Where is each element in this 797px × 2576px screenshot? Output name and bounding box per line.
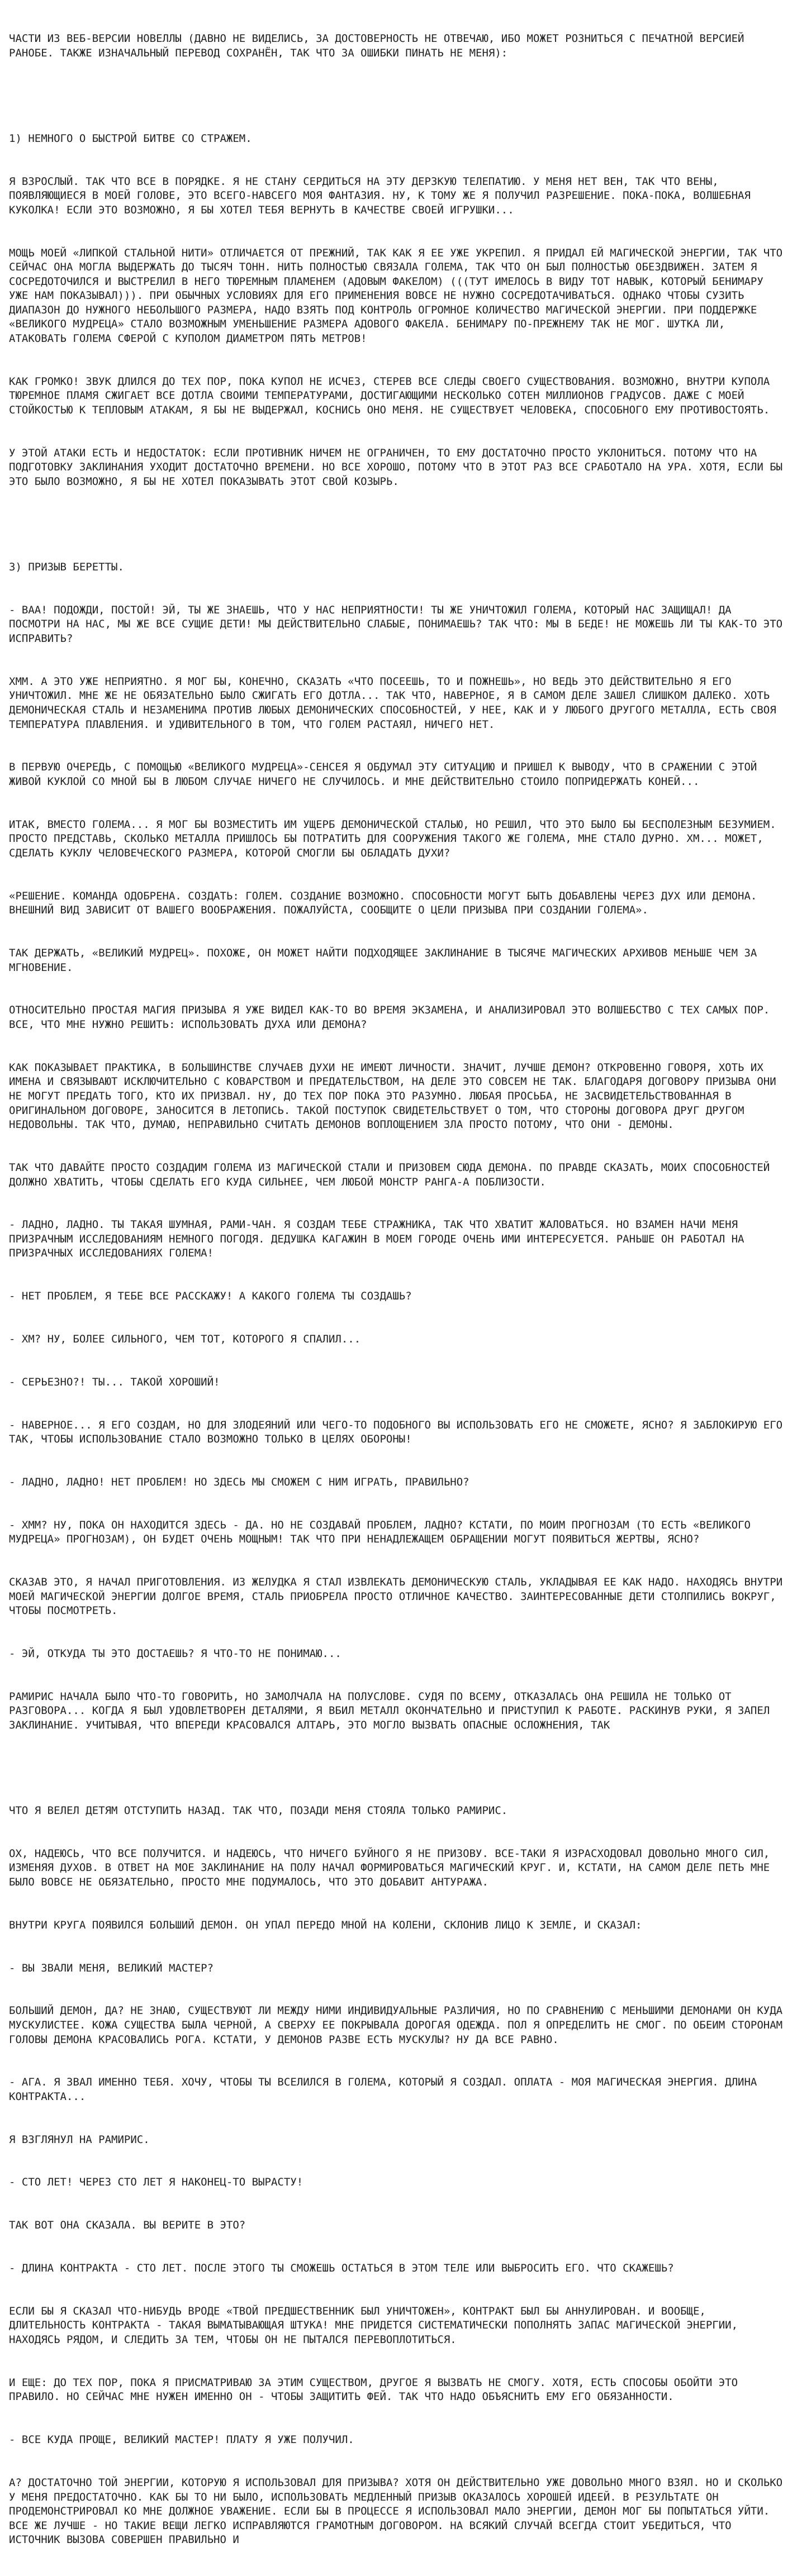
dialogue-line: - ВСЕ КУДА ПРОЩЕ, ВЕЛИКИЙ МАСТЕР! ПЛАТУ Я УЖЕ ПОЛУЧИЛ. (9, 2434, 354, 2446)
paragraph: МОЩЬ МОЕЙ «ЛИПКОЙ СТАЛЬНОЙ НИТИ» ОТЛИЧАЕТСЯ ОТ ПРЕЖНИЙ, ТАК КАК Я ЕЕ УЖЕ УКРЕПИЛ. Я ПРИДАЛ ЕЙ МАГИЧЕСКОЙ ЭНЕРГИИ, ТАК ЧТО СЕЙЧАС ОНА МОГЛА ВЫДЕРЖАТЬ ДО ТЫСЯЧ ТОНН. НИТЬ ПОЛНОСТЬЮ СВЯЗАЛА ГОЛЕМА, ТАК ЧТО ОН БЫЛ ПОЛНОСТЬЮ ОБЕЗДВИЖЕН. ЗАТЕМ Я СОСРЕДОТОЧИЛСЯ И ВЫСТРЕЛИЛ В НЕГО ТЮРЕМНЫМ ПЛАМЕНЕМ (АДОВЫМ ФАКЕЛОМ) (((ТУТ ИМЕЛОСЬ В ВИДУ ТОТ НАВЫК, КОТОРЫЙ БЕНИМАРУ УЖЕ НАМ ПОКАЗЫВАЛ))). ПРИ ОБЫЧНЫХ УСЛОВИЯХ ДЛЯ ЕГО ПРИМЕНЕНИЯ ВОВСЕ НЕ НУЖНО СОСРЕДОТАЧИВАТЬСЯ. ОДНАКО ЧТОБЫ СУЗИТЬ ДИАПАЗОН ДО НУЖНОГО НЕБОЛЬШОГО РАЗМЕРА, НАДО ВЗЯТЬ ПОД КОНТРОЛЬ ОГРОМНОЕ КОЛИЧЕСТВО МАГИЧЕСКОЙ ЭНЕРГИИ. ПРИ ПОДДЕРЖКЕ «ВЕЛИКОГО МУДРЕЦА» СТАЛО ВОЗМОЖНЫМ УМЕНЬШЕНИЕ РАЗМЕРА АДОВОГО ФАКЕЛА. БЕНИМАРУ ПО-ПРЕЖНЕМУ ТАК НЕ МОГ. ШУТКА ЛИ, АТАКОВАТЬ ГОЛЕМА СФЕРОЙ С КУПОЛОМ ДИАМЕТРОМ ПЯТЬ МЕТРОВ! (9, 246, 789, 345)
section-spacer (9, 89, 788, 103)
dialogue-line: - ЛАДНО, ЛАДНО! НЕТ ПРОБЛЕМ! НО ЗДЕСЬ МЫ СМОЖЕМ С НИМ ИГРАТЬ, ПРАВИЛЬНО? (9, 1475, 469, 1488)
paragraph: «РЕШЕНИЕ. КОМАНДА ОДОБРЕНА. СОЗДАТЬ: ГОЛЕМ. СОЗДАНИЕ ВОЗМОЖНО. СПОСОБНОСТИ МОГУТ БЫТЬ ДОБАВЛЕНЫ ЧЕРЕЗ ДУХ ИЛИ ДЕМОНА. ВНЕШНИЙ ВИД ЗАВИСИТ ОТ ВАШЕГО ВООБРАЖЕНИЯ. ПОЖАЛУЙСТА, СООБЩИТЕ О ЦЕЛИ ПРИЗЫВА ПРИ СОЗДАНИИ ГОЛЕМА». (9, 889, 763, 917)
dialogue-line: - ХММ? НУ, ПОКА ОН НАХОДИТСЯ ЗДЕСЬ - ДА. НО НЕ СОЗДАВАЙ ПРОБЛЕМ, ЛАДНО? КСТАТИ, ПО МОИМ ПРОГНОЗАМ (ТО ЕСТЬ «ВЕЛИКОГО МУДРЕЦА» ПРОГНОЗАМ), ОН БУДЕТ ОЧЕНЬ МОЩНЫМ! ТАК ЧТО ПРИ НЕНАДЛЕЖАЩЕМ ОБРАЩЕНИИ МОГУТ ПОЯВИТЬСЯ ЖЕРТВЫ, ЯСНО? (9, 1518, 757, 1546)
dialogue-line: - НАВЕРНОЕ... Я ЕГО СОЗДАМ, НО ДЛЯ ЗЛОДЕЯНИЙ ИЛИ ЧЕГО-ТО ПОДОБНОГО ВЫ ИСПОЛЬЗОВАТЬ ЕГО НЕ СМОЖЕТЕ, ЯСНО? Я ЗАБЛОКИРУЮ ЕГО ТАК, ЧТОБЫ ИСПОЛЬЗОВАНИЕ СТАЛО ВОЗМОЖНО ТОЛЬКО В ЦЕЛЯХ ОБОРОНЫ! (9, 1418, 789, 1446)
section-1-title: 1) НЕМНОГО О БЫСТРОЙ БИТВЕ СО СТРАЖЕМ. (9, 132, 252, 145)
paragraph: ОТНОСИТЕЛЬНО ПРОСТАЯ МАГИЯ ПРИЗЫВА Я УЖЕ ВИДЕЛ КАК-ТО ВО ВРЕМЯ ЭКЗАМЕНА, И АНАЛИЗИРОВАЛ ЭТО ВОЛШЕБСТВО С ТЕХ САМЫХ ПОР. ВСЕ, ЧТО МНЕ НУЖНО РЕШИТЬ: ИСПОЛЬЗОВАТЬ ДУХА ИЛИ ДЕМОНА? (9, 1004, 776, 1031)
paragraph: ТАК ЧТО ДАВАЙТЕ ПРОСТО СОЗДАДИМ ГОЛЕМА ИЗ МАГИЧЕСКОЙ СТАЛИ И ПРИЗОВЕМ СЮДА ДЕМОНА. ПО ПРАВДЕ СКАЗАТЬ, МОИХ СПОСОБНОСТЕЙ ДОЛЖНО ХВАТИТЬ, ЧТОБЫ СДЕЛАТЬ ЕГО КУДА СИЛЬНЕЕ, ЧЕМ ЛЮБОЙ МОНСТР РАНГА-А ПОБЛИЗОСТИ. (9, 1161, 776, 1188)
paragraph: Я ВЗГЛЯНУЛ НА РАМИРИС. (9, 2133, 150, 2146)
paragraph: ЧТО Я ВЕЛЕЛ ДЕТЯМ ОТСТУПИТЬ НАЗАД. ТАК ЧТО, ПОЗАДИ МЕНЯ СТОЯЛА ТОЛЬКО РАМИРИС. (9, 1804, 508, 1817)
paragraph: ТАК ВОТ ОНА СКАЗАЛА. ВЫ ВЕРИТЕ В ЭТО? (9, 2219, 246, 2232)
section-3-title: 3) ПРИЗЫВ БЕРЕТТЫ. (9, 560, 124, 573)
paragraph: - ВАА! ПОДОЖДИ, ПОСТОЙ! ЭЙ, ТЫ ЖЕ ЗНАЕШЬ, ЧТО У НАС НЕПРИЯТНОСТИ! ТЫ ЖЕ УНИЧТОЖИЛ ГОЛЕМА, КОТОРЫЙ НАС ЗАЩИЩАЛ! ДА ПОСМОТРИ НА НАС, МЫ ЖЕ ВСЕ СУЩИЕ ДЕТИ! МЫ ДЕЙСТВИТЕЛЬНО СЛАБЫЕ, ПОНИМАЕШЬ? ТАК ЧТО: МЫ В БЕДЕ! НЕ МОЖЕШЬ ЛИ ТЫ КАК-ТО ЭТО ИСПРАВИТЬ? (9, 603, 789, 645)
paragraph: РАМИРИС НАЧАЛА БЫЛО ЧТО-ТО ГОВОРИТЬ, НО ЗАМОЛЧАЛА НА ПОЛУСЛОВЕ. СУДЯ ПО ВСЕМУ, ОТКАЗАЛАСЬ ОНА РЕШИЛА НЕ ТОЛЬКО ОТ РАЗГОВОРА... КОГДА Я БЫЛ УДОВЛЕТВОРЕН ДЕТАЛЯМИ, Я ВБИЛ МЕТАЛЛ ОКОНЧАТЕЛЬНО И ПРИСТУПИЛ К РАБОТЕ. РАСКИНУВ РУКИ, Я ЗАПЕЛ ЗАКЛИНАНИЕ. УЧИТЫВАЯ, ЧТО ВПЕРЕДИ КРАСОВАЛСЯ АЛТАРЬ, ЭТО МОГЛО ВЫЗВАТЬ ОПАСНЫЕ ОСЛОЖНЕНИЯ, ТАК (9, 1690, 776, 1732)
paragraph: СКАЗАВ ЭТО, Я НАЧАЛ ПРИГОТОВЛЕНИЯ. ИЗ ЖЕЛУДКА Я СТАЛ ИЗВЛЕКАТЬ ДЕМОНИЧЕСКУЮ СТАЛЬ, УКЛАДЫВАЯ ЕЕ КАК НАДО. НАХОДЯСЬ ВНУТРИ МОЕЙ МАГИЧЕСКОЙ ЭНЕРГИИ ДОЛГОЕ ВРЕМЯ, СТАЛЬ ПРИОБРЕЛА ПРОСТО ОТЛИЧНОЕ КАЧЕСТВО. ЗАИНТЕРЕСОВАННЫЕ ДЕТИ СТОЛПИЛИСЬ ВОКРУГ, ЧТОБЫ ПОСМОТРЕТЬ. (9, 1576, 789, 1617)
paragraph: А? ДОСТАТОЧНО ТОЙ ЭНЕРГИИ, КОТОРУЮ Я ИСПОЛЬЗОВАЛ ДЛЯ ПРИЗЫВА? ХОТЯ ОН ДЕЙСТВИТЕЛЬНО УЖЕ ДОВОЛЬНО МНОГО ВЗЯЛ. НО И СКОЛЬКО У МЕНЯ ПРЕДОСТАТОЧНО. КАК БЫ ТО НИ БЫЛО, ИСПОЛЬЗОВАТЬ МЕДЛЕННЫЙ ПРИЗЫВ ОКАЗАЛОСЬ ХОРОШЕЙ ИДЕЕЙ. В РЕЗУЛЬТАТЕ ОН ПРОДЕМОНСТРИРОВАЛ КО МНЕ ДОЛЖНОЕ УВАЖЕНИЕ. ЕСЛИ БЫ В ПРОЦЕССЕ Я ИСПОЛЬЗОВАЛ МАЛО ЭНЕРГИИ, ДЕМОН МОГ БЫ ПОПЫТАТЬСЯ УЙТИ. ВСЕ ЖЕ ЛУЧШЕ - НО ТАКИЕ ВЕЩИ ЛЕГКО ИСПРАВЛЯЮТСЯ ГРАМОТНЫМ ДОГОВОРОМ. НА ВСЯКИЙ СЛУЧАЙ ВСЕГДА СТОИТ УБЕДИТЬСЯ, ЧТО ИСТОЧНИК ВЫЗОВА СОВЕРШЕН ПРАВИЛЬНО И (9, 2476, 789, 2546)
section-spacer (9, 1761, 788, 1775)
paragraph: ИТАК, ВМЕСТО ГОЛЕМА... Я МОГ БЫ ВОЗМЕСТИТЬ ИМ УЩЕРБ ДЕМОНИЧЕСКОЙ СТАЛЬЮ, НО РЕШИЛ, ЧТО ЭТО БЫЛО БЫ БЕСПОЛЕЗНЫМ БЕЗУМИЕМ. ПРОСТО ПРЕДСТАВЬ, СКОЛЬКО МЕТАЛЛА ПРИШЛОСЬ БЫ ПОТРАТИТЬ ДЛЯ СООРУЖЕНИЯ ТАКОГО ЖЕ ГОЛЕМА, МНЕ СТАЛО ДУРНО. ХМ... МОЖЕТ, СДЕЛАТЬ КУКЛУ ЧЕЛОВЕЧЕСКОГО РАЗМЕРА, КОТОРОЙ СМОГЛИ БЫ ОБЛАДАТЬ ДУХИ? (9, 818, 783, 859)
paragraph: Я ВЗРОСЛЫЙ. ТАК ЧТО ВСЕ В ПОРЯДКЕ. Я НЕ СТАНУ СЕРДИТЬСЯ НА ЭТУ ДЕРЗКУЮ ТЕЛЕПАТИЮ. У МЕНЯ НЕТ ВЕН, ТАК ЧТО ВЕНЫ, ПОЯВЛЯЮЩИЕСЯ В МОЕЙ ГОЛОВЕ, ЭТО ВСЕГО-НАВСЕГО МОЯ ФАНТАЗИЯ. НУ, К ТОМУ ЖЕ Я ПОЛУЧИЛ РАЗРЕШЕНИЕ. ПОКА-ПОКА, ВОЛШЕБНАЯ КУКОЛКА! ЕСЛИ ЭТО ВОЗМОЖНО, Я БЫ ХОТЕЛ ТЕБЯ ВЕРНУТЬ В КАЧЕСТВЕ СВОЕЙ ИГРУШКИ... (9, 175, 757, 216)
paragraph: БОЛЬШИЙ ДЕМОН, ДА? НЕ ЗНАЮ, СУЩЕСТВУЮТ ЛИ МЕЖДУ НИМИ ИНДИВИДУАЛЬНЫЕ РАЗЛИЧИЯ, НО ПО СРАВНЕНИЮ С МЕНЬШИМИ ДЕМОНАМИ ОН КУДА МУСКУЛИСТЕЕ. КОЖА СУЩЕСТВА БЫЛА ЧЕРНОЙ, А СВЕРХУ ЕЕ ПОКРЫВАЛА ДОРОГАЯ ОДЕЖДА. ПОЛ Я ОПРЕДЕЛИТЬ НЕ СМОГ. ПО ОБЕИМ СТОРОНАМ ГОЛОВЫ ДЕМОНА КРАСОВАЛИСЬ РОГА. КСТАТИ, У ДЕМОНОВ РАЗВЕ ЕСТЬ МУСКУЛЫ? НУ ДА ВСЕ РАВНО. (9, 2004, 789, 2046)
section-spacer (9, 518, 788, 532)
dialogue-line: - ХМ? НУ, БОЛЕЕ СИЛЬНОГО, ЧЕМ ТОТ, КОТОРОГО Я СПАЛИЛ... (9, 1333, 361, 1346)
dialogue-line: - СЕРЬЕЗНО?! ТЫ... ТАКОЙ ХОРОШИЙ! (9, 1375, 220, 1388)
paragraph: И ЕЩЕ: ДО ТЕХ ПОР, ПОКА Я ПРИСМАТРИВАЮ ЗА ЭТИМ СУЩЕСТВОМ, ДРУГОЕ Я ВЫЗВАТЬ НЕ СМОГУ. ХОТЯ, ЕСТЬ СПОСОБЫ ОБОЙТИ ЭТО ПРАВИЛО. НО СЕЙЧАС МНЕ НУЖЕН ИМЕННО ОН - ЧТОБЫ ЗАЩИТИТЬ ФЕЙ. ТАК ЧТО НАДО ОБЪЯСНИТЬ ЕМУ ЕГО ОБЯЗАННОСТИ. (9, 2376, 744, 2403)
intro-paragraph: ЧАСТИ ИЗ ВЕБ-ВЕРСИИ НОВЕЛЛЫ (ДАВНО НЕ ВИДЕЛИСЬ, ЗА ДОСТОВЕРНОСТЬ НЕ ОТВЕЧАЮ, ИБО МОЖЕТ РОЗНИТЬСЯ С ПЕЧАТНОЙ ВЕРСИЕЙ РАНОБЕ. ТАКЖЕ ИЗНАЧАЛЬНЫЙ ПЕРЕВОД СОХРАНЁН, ТАК ЧТО ЗА ОШИБКИ ПИНАТЬ НЕ МЕНЯ): (9, 32, 751, 59)
paragraph: ЕСЛИ БЫ Я СКАЗАЛ ЧТО-НИБУДЬ ВРОДЕ «ТВОЙ ПРЕДШЕСТВЕННИК БЫЛ УНИЧТОЖЕН», КОНТРАКТ БЫЛ БЫ АННУЛИРОВАН. И ВООБЩЕ, ДЛИТЕЛЬНОСТЬ КОНТРАКТА - ТАКАЯ ВЫМАТЫВАЮЩАЯ ШТУКА! МНЕ ПРИДЕТСЯ СИСТЕМАТИЧЕСКИ ПОПОЛНЯТЬ ЗАПАС МАГИЧЕСКОЙ ЭНЕРГИИ, НАХОДЯСЬ РЯДОМ, И СЛЕДИТЬ ЗА ТЕМ, ЧТОБЫ ОН НЕ ПЫТАЛСЯ ПЕРЕВОПЛОТИТЬСЯ. (9, 2304, 744, 2346)
paragraph: В ПЕРВУЮ ОЧЕРЕДЬ, С ПОМОЩЬЮ «ВЕЛИКОГО МУДРЕЦА»-СЕНСЕЯ Я ОБДУМАЛ ЭТУ СИТУАЦИЮ И ПРИШЕЛ К ВЫВОДУ, ЧТО В СРАЖЕНИИ С ЭТОЙ ЖИВОЙ КУКЛОЙ СО МНОЙ БЫ В ЛЮБОМ СЛУЧАЕ НИЧЕГО НЕ СЛУЧИЛОСЬ. И МНЕ ДЕЙСТВИТЕЛЬНО СТОИЛО ПОПРИДЕРЖАТЬ КОНЕЙ... (9, 761, 763, 788)
novel-excerpt (9, 3, 788, 2576)
dialogue-line: - НЕТ ПРОБЛЕМ, Я ТЕБЕ ВСЕ РАССКАЖУ! А КАКОГО ГОЛЕМА ТЫ СОЗДАШЬ? (9, 1290, 412, 1303)
dialogue-line: - ЛАДНО, ЛАДНО. ТЫ ТАКАЯ ШУМНАЯ, РАМИ-ЧАН. Я СОЗДАМ ТЕБЕ СТРАЖНИКА, ТАК ЧТО ХВАТИТ ЖАЛОВАТЬСЯ. НО ВЗАМЕН НАЧИ МЕНЯ ПРИЗРАЧНЫМ ИССЛЕДОВАНИЯМ НЕМНОГО ПОГОДЯ. ДЕДУШКА КАГАЖИН В МОЕМ ГОРОДЕ ОЧЕНЬ ИМИ ИНТЕРЕСУЕТСЯ. РАНЬШЕ ОН РАБОТАЛ НА ПРИЗРАЧНЫХ ИССЛЕДОВАНИЯХ ГОЛЕМА! (9, 1218, 751, 1260)
dialogue-line: - ДЛИНА КОНТРАКТА - СТО ЛЕТ. ПОСЛЕ ЭТОГО ТЫ СМОЖЕШЬ ОСТАТЬСЯ В ЭТОМ ТЕЛЕ ИЛИ ВЫБРОСИТЬ ЕГО. ЧТО СКАЖЕШЬ? (9, 2262, 674, 2275)
paragraph: ОХ, НАДЕЮСЬ, ЧТО ВСЕ ПОЛУЧИТСЯ. И НАДЕЮСЬ, ЧТО НИЧЕГО БУЙНОГО Я НЕ ПРИЗОВУ. ВСЕ-ТАКИ Я ИЗРАСХОДОВАЛ ДОВОЛЬНО МНОГО СИЛ, ИЗМЕНЯЯ ДУХОВ. В ОТВЕТ НА МОЕ ЗАКЛИНАНИЕ НА ПОЛУ НАЧАЛ ФОРМИРОВАТЬСЯ МАГИЧЕСКИЙ КРУГ. И, КСТАТИ, НА САМОМ ДЕЛЕ ПЕТЬ МНЕ БЫЛО ВОВСЕ НЕ ОБЯЗАТЕЛЬНО, ПРОСТО МНЕ ПОДУМАЛОСЬ, ЧТО ЭТО ДОБАВИТ АНТУРАЖА. (9, 1847, 776, 1888)
paragraph: ХММ. А ЭТО УЖЕ НЕПРИЯТНО. Я МОГ БЫ, КОНЕЧНО, СКАЗАТЬ «ЧТО ПОСЕЕШЬ, ТО И ПОЖНЕШЬ», НО ВЕДЬ ЭТО ДЕЙСТВИТЕЛЬНО Я ЕГО УНИЧТОЖИЛ. МНЕ ЖЕ НЕ ОБЯЗАТЕЛЬНО БЫЛО СЖИГАТЬ ЕГО ДОТЛА... ТАК ЧТО, НАВЕРНОЕ, Я В САМОМ ДЕЛЕ ЗАШЕЛ СЛИШКОМ ДАЛЕКО. ХОТЬ ДЕМОНИЧЕСКАЯ СТАЛЬ И НЕЗАМЕНИМА ПРОТИВ ЛЮБЫХ ДЕМОНИЧЕСКИХ СПОСОБНОСТЕЙ, У НЕЕ, КАК И У ЛЮБОГО ДРУГОГО МЕТАЛЛА, ЕСТЬ СВОЯ ТЕМПЕРАТУРА ПЛАВЛЕНИЯ. И УДИВИТЕЛЬНОГО В ТОМ, ЧТО ГОЛЕМ РАСТАЯЛ, НИЧЕГО НЕТ. (9, 675, 783, 731)
paragraph: КАК ПОКАЗЫВАЕТ ПРАКТИКА, В БОЛЬШИНСТВЕ СЛУЧАЕВ ДУХИ НЕ ИМЕЮТ ЛИЧНОСТИ. ЗНАЧИТ, ЛУЧШЕ ДЕМОН? ОТКРОВЕННО ГОВОРЯ, ХОТЬ ИХ ИМЕНА И СВЯЗЫВАЮТ ИСКЛЮЧИТЕЛЬНО С КОВАРСТВОМ И ПРЕДАТЕЛЬСТВОМ, НА ДЕЛЕ ЭТО СОВСЕМ НЕ ТАК. БЛАГОДАРЯ ДОГОВОРУ ПРИЗЫВА ОНИ НЕ МОГУТ ПРЕДАТЬ ТОГО, КТО ИХ ПРИЗВАЛ. НУ, ДО ТЕХ ПОР ПОКА ЭТО РАЗУМНО. ЛЮБАЯ ПРОСЬБА, НЕ ЗАСВИДЕТЕЛЬСТВОВАННАЯ В ОРИГИНАЛЬНОМ ДОГОВОРЕ, ЗАНОСИТСЯ В ЛЕТОПИСЬ. ТАКОЙ ПОСТУПОК СВИДЕТЕЛЬСТВУЕТ О ТОМ, ЧТО СТОРОНЫ ДОГОВОРА ДРУГ ДРУГОМ НЕДОВОЛЬНЫ. ТАК ЧТО, ДУМАЮ, НЕПРАВИЛЬНО СЧИТАТЬ ДЕМОНОВ ВОПЛОЩЕНИЕМ ЗЛА ПРОСТО ПОТОМУ, ЧТО ОНИ - ДЕМОНЫ. (9, 1061, 783, 1131)
dialogue-line: - ВЫ ЗВАЛИ МЕНЯ, ВЕЛИКИЙ МАСТЕР? (9, 1961, 214, 1974)
dialogue-line: - АГА. Я ЗВАЛ ИМЕННО ТЕБЯ. ХОЧУ, ЧТОБЫ ТЫ ВСЕЛИЛСЯ В ГОЛЕМА, КОТОРЫЙ Я СОЗДАЛ. ОПЛАТА - МОЯ МАГИЧЕСКАЯ ЭНЕРГИЯ. ДЛИНА КОНТРАКТА... (9, 2076, 763, 2103)
paragraph: ВНУТРИ КРУГА ПОЯВИЛСЯ БОЛЬШИЙ ДЕМОН. ОН УПАЛ ПЕРЕДО МНОЙ НА КОЛЕНИ, СКЛОНИВ ЛИЦО К ЗЕМЛЕ, И СКАЗАЛ: (9, 1918, 642, 1931)
dialogue-line: - СТО ЛЕТ! ЧЕРЕЗ СТО ЛЕТ Я НАКОНЕЦ-ТО ВЫРАСТУ! (9, 2176, 303, 2189)
paragraph: КАК ГРОМКО! ЗВУК ДЛИЛСЯ ДО ТЕХ ПОР, ПОКА КУПОЛ НЕ ИСЧЕЗ, СТЕРЕВ ВСЕ СЛЕДЫ СВОЕГО СУЩЕСТВОВАНИЯ. ВОЗМОЖНО, ВНУТРИ КУПОЛА ТЮРЕМНОЕ ПЛАМЯ СЖИГАЕТ ВСЕ ДОТЛА СВОИМИ ТЕМПЕРАТУРАМИ, ДОСТИГАЮЩИМИ НЕСКОЛЬКО СОТЕН МИЛЛИОНОВ ГРАДУСОВ. ДАЖЕ С МОЕЙ СТОЙКОСТЬЮ К ТЕПЛОВЫМ АТАКАМ, Я БЫ НЕ ВЫДЕРЖАЛ, КОСНИСЬ ОНО МЕНЯ. НЕ СУЩЕСТВУЕТ ЧЕЛОВЕКА, СПОСОБНОГО ЕМУ ПРОТИВОСТОЯТЬ. (9, 375, 776, 417)
dialogue-line: - ЭЙ, ОТКУДА ТЫ ЭТО ДОСТАЕШЬ? Я ЧТО-ТО НЕ ПОНИМАЮ... (9, 1648, 341, 1660)
paragraph: У ЭТОЙ АТАКИ ЕСТЬ И НЕДОСТАТОК: ЕСЛИ ПРОТИВНИК НИЧЕМ НЕ ОГРАНИЧЕН, ТО ЕМУ ДОСТАТОЧНО ПРОСТО УКЛОНИТЬСЯ. ПОТОМУ ЧТО НА ПОДГОТОВКУ ЗАКЛИНАНИЯ УХОДИТ ДОСТАТОЧНО ВРЕМЕНИ. НО ВСЕ ХОРОШО, ПОТОМУ ЧТО В ЭТОТ РАЗ ВСЕ СРАБОТАЛО НА УРА. ХОТЯ, ЕСЛИ БЫ ЭТО БЫЛО ВОЗМОЖНО, Я БЫ НЕ ХОТЕЛ ПОКАЗЫВАТЬ ЭТОТ СВОЙ КОЗЫРЬ. (9, 446, 789, 488)
paragraph: ТАК ДЕРЖАТЬ, «ВЕЛИКИЙ МУДРЕЦ». ПОХОЖЕ, ОН МОЖЕТ НАЙТИ ПОДХОДЯЩЕЕ ЗАКЛИНАНИЕ В ТЫСЯЧЕ МАГИЧЕСКИХ АРХИВОВ МЕНЬШЕ ЧЕМ ЗА МГНОВЕНИЕ. (9, 947, 763, 974)
